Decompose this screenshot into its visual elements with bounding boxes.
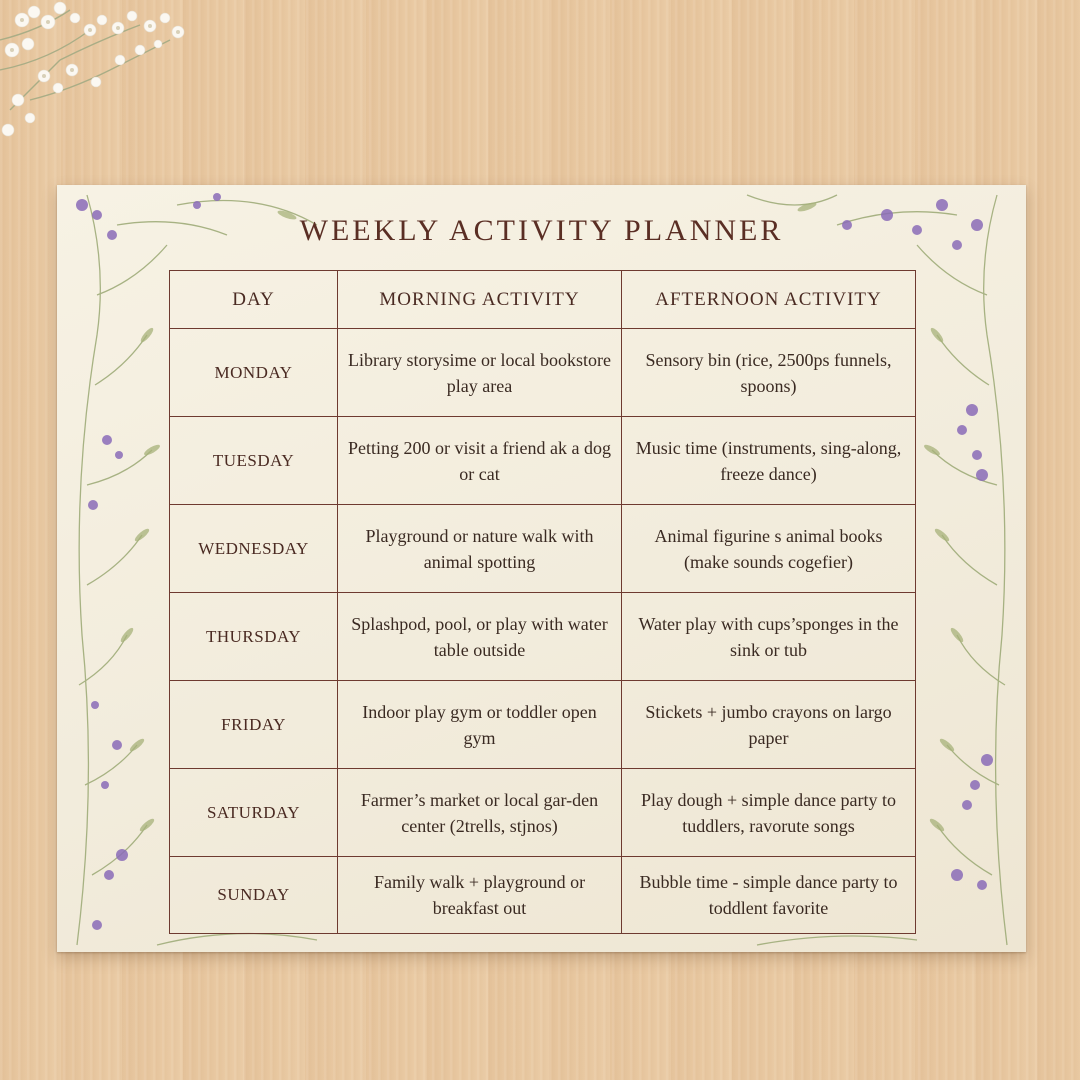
table-row-thursday (170, 593, 916, 681)
day-cell: SUNDAY (170, 857, 338, 934)
day-cell: THURSDAY (170, 593, 338, 681)
table-row-tuesday (170, 417, 916, 505)
day-cell: MONDAY (170, 329, 338, 417)
table-row-monday (170, 329, 916, 417)
table-row-sunday (170, 857, 916, 934)
afternoon-activity-cell: Water play with cups’sponges in the sink or tub (622, 593, 916, 681)
morning-activity-cell: Indoor play gym or toddler open gym (338, 681, 622, 769)
table-row-saturday (170, 769, 916, 857)
planner-card (57, 185, 1026, 952)
column-header-morning: MORNING ACTIVITY (338, 271, 622, 329)
morning-activity-cell: Playground or nature walk with animal spotting (338, 505, 622, 593)
activity-table (169, 270, 916, 934)
morning-activity-cell: Library storysime or local bookstore play area (338, 329, 622, 417)
afternoon-activity-cell: Sensory bin (rice, 2500ps funnels, spoons) (622, 329, 916, 417)
afternoon-activity-cell: Bubble time - simple dance party to toddlent favorite (622, 857, 916, 934)
day-cell: WEDNESDAY (170, 505, 338, 593)
morning-activity-cell: Splashpod, pool, or play with water table outside (338, 593, 622, 681)
day-cell: FRIDAY (170, 681, 338, 769)
afternoon-activity-cell: Music time (instruments, sing-along, freeze dance) (622, 417, 916, 505)
table-header-row (170, 271, 916, 329)
day-cell: SATURDAY (170, 769, 338, 857)
babys-breath-flowers (0, 0, 200, 160)
page-title: WEEKLY ACTIVITY PLANNER (299, 214, 784, 247)
afternoon-activity-cell: Play dough + simple dance party to tuddlers, ravorute songs (622, 769, 916, 857)
column-header-afternoon: AFTERNOON ACTIVITY (622, 271, 916, 329)
table-row-friday (170, 681, 916, 769)
day-cell: TUESDAY (170, 417, 338, 505)
table-row-wednesday (170, 505, 916, 593)
morning-activity-cell: Family walk + playground or breakfast out (338, 857, 622, 934)
column-header-day: DAY (170, 271, 338, 329)
afternoon-activity-cell: Animal figurine s animal books (make sounds cogefier) (622, 505, 916, 593)
morning-activity-cell: Petting 200 or visit a friend ak a dog or cat (338, 417, 622, 505)
morning-activity-cell: Farmer’s market or local gar-den center (2trells, stjnos) (338, 769, 622, 857)
afternoon-activity-cell: Stickets + jumbo crayons on largo paper (622, 681, 916, 769)
